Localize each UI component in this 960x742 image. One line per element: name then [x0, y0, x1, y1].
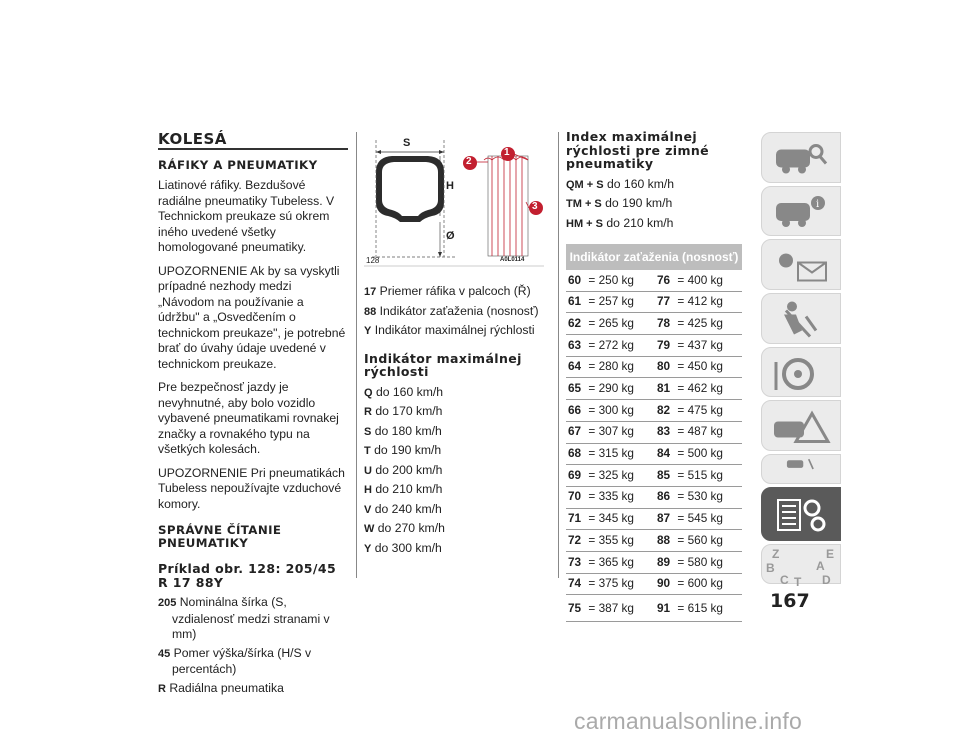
car-magnifier-icon [766, 135, 834, 185]
table-cell: 63 = 272 kg [568, 337, 634, 352]
table-cell: 77 = 412 kg [657, 294, 723, 309]
figure-code: A0L0114 [500, 257, 525, 263]
list-item: 45 Pomer výška/šírka (H/S v percentách) [158, 645, 312, 676]
figure-label-h: H [446, 180, 454, 192]
table-cell: 64 = 280 kg [568, 359, 634, 374]
speed-row: U do 200 km/h [364, 462, 443, 477]
section-title-speed: Indikátor maximálnej rýchlosti [364, 350, 522, 379]
paragraph-warning-documents: UPOZORNENIE Ak by sa vyskytli prípadné nezhody medzi „Návodom na používanie a údržbu" a „Osvedčením o technickom preukaze", je potrebné brať do úvahy údaje uvedené v technickom preukaze. [158, 263, 346, 371]
index-letter: T [794, 575, 802, 589]
winter-row: HM + S do 210 km/h [566, 215, 674, 230]
table-cell: 62 = 265 kg [568, 315, 634, 330]
table-cell: 81 = 462 kg [657, 381, 723, 396]
table-cell: 78 = 425 kg [657, 315, 723, 330]
table-cell: 74 = 375 kg [568, 576, 634, 591]
title-rule [158, 148, 348, 150]
table-bottom-rule [566, 621, 742, 622]
table-cell: 84 = 500 kg [657, 446, 723, 461]
table-cell: 60 = 250 kg [568, 272, 634, 287]
table-cell: 91 = 615 kg [657, 600, 723, 615]
table-row [566, 313, 742, 335]
table-cell: 87 = 545 kg [657, 511, 723, 526]
watermark: carmanualsonline.info [574, 708, 802, 734]
index-letter: A [816, 559, 825, 573]
table-cell: 61 = 257 kg [568, 294, 634, 309]
table-cell: 75 = 387 kg [568, 600, 634, 615]
column-divider-2 [558, 132, 559, 578]
table-row [566, 422, 742, 444]
figure-label-s: S [403, 137, 411, 149]
table-cell: 72 = 355 kg [568, 532, 634, 547]
section-tab-7[interactable] [761, 454, 841, 484]
paragraph-rims: Liatinové ráfiky. Bezdušové radiálne pneumatiky Tubeless. V Technickom preukaze sú okrem iného uvedené všetky homologované pneumatiky. [158, 178, 335, 254]
winter-row: QM + S do 160 km/h [566, 176, 675, 191]
table-row [566, 574, 742, 596]
list-item: R Radiálna pneumatika [158, 680, 284, 695]
load-table [566, 270, 742, 622]
list-item: 205 Nominálna šírka (S, vzdialenosť medzi stranami v mm) [158, 595, 330, 641]
callout-1: 1 [504, 147, 510, 158]
index-letter: Z [772, 547, 780, 561]
table-cell: 65 = 290 kg [568, 381, 634, 396]
table-row [566, 552, 742, 574]
table-cell: 85 = 515 kg [657, 467, 723, 482]
table-row [566, 465, 742, 487]
section-tab-6[interactable] [761, 400, 841, 451]
table-cell: 83 = 487 kg [657, 424, 723, 439]
svg-text:i: i [816, 199, 820, 210]
list-item: Y Indikátor maximálnej rýchlosti [364, 323, 535, 337]
table-cell: 66 = 300 kg [568, 402, 634, 417]
table-cell: 73 = 365 kg [568, 554, 634, 569]
page-title: KOLESÁ [158, 130, 227, 148]
table-cell: 80 = 450 kg [657, 359, 723, 374]
table-row [566, 292, 742, 314]
table-cell: 70 = 335 kg [568, 489, 634, 504]
callout-2: 2 [466, 156, 472, 167]
table-row [566, 400, 742, 422]
paragraph-warning-tubeless: UPOZORNENIE Pri pneumatikách Tubeless nepoužívajte vzduchové komory. [158, 465, 345, 511]
section-tab-2[interactable] [761, 186, 841, 236]
section-tab-9[interactable] [761, 544, 841, 589]
column-divider-1 [356, 132, 357, 578]
figure-label-diameter: Ø [446, 230, 455, 242]
table-cell: 68 = 315 kg [568, 446, 634, 461]
column-3 [566, 130, 742, 622]
seated-person-seatbelt-icon [766, 296, 834, 346]
table-row [566, 509, 742, 531]
speed-row: S do 180 km/h [364, 423, 442, 438]
steering-wheel-icon [766, 350, 834, 399]
speed-row: Y do 300 km/h [364, 540, 442, 555]
figure-number: 128 [366, 256, 380, 265]
speed-row: V do 240 km/h [364, 501, 442, 516]
table-row [566, 595, 742, 621]
table-cell: 67 = 307 kg [568, 424, 634, 439]
table-cell: 89 = 580 kg [657, 554, 723, 569]
column-1 [158, 130, 348, 700]
table-cell: 79 = 437 kg [657, 337, 723, 352]
load-table-header: Indikátor zaťaženia (nosnosť) [566, 244, 742, 270]
table-cell: 88 = 560 kg [657, 532, 723, 547]
table-cell: 71 = 345 kg [568, 511, 634, 526]
index-letter: B [766, 561, 775, 575]
table-row [566, 357, 742, 379]
list-gears-icon [766, 490, 834, 543]
table-row [566, 530, 742, 552]
section-tab-3[interactable] [761, 239, 841, 290]
section-title-winter: Index maximálnej rýchlosti pre zimné pneumatiky [566, 129, 710, 171]
table-cell: 69 = 325 kg [568, 467, 634, 482]
table-row [566, 270, 742, 292]
page-number: 167 [770, 590, 810, 612]
section-tab-5[interactable] [761, 347, 841, 397]
speed-row: H do 210 km/h [364, 482, 443, 496]
table-row [566, 378, 742, 400]
section-title-rims: RÁFIKY A PNEUMATIKY [158, 158, 318, 172]
index-letter: C [780, 573, 789, 587]
section-title-example: Príklad obr. 128: 205/45 R 17 88Y [158, 561, 337, 590]
table-cell: 90 = 600 kg [657, 576, 723, 591]
index-letter: E [826, 547, 835, 561]
speed-row: R do 170 km/h [364, 404, 443, 418]
speed-row: Q do 160 km/h [364, 384, 444, 399]
warning-light-envelope-icon [766, 242, 834, 292]
section-tab-4[interactable] [761, 293, 841, 344]
list-item: 17 Priemer ráfika v palcoch (Ř) [364, 284, 531, 298]
section-tab-8[interactable] [761, 487, 841, 541]
table-cell: 76 = 400 kg [657, 272, 723, 287]
speed-row: W do 270 km/h [364, 521, 445, 535]
speed-row: T do 190 km/h [364, 443, 442, 457]
index-letter: D [822, 573, 831, 587]
tire-diagram [364, 132, 544, 272]
section-tab-1[interactable] [761, 132, 841, 183]
callout-3: 3 [532, 201, 538, 212]
car-warning-triangle-icon [766, 403, 834, 453]
paragraph-safety: Pre bezpečnosť jazdy je nevyhnutné, aby bolo vozidlo vybavené pneumatikami rovnakej značky a rovnakého typu na všetkých kolesách. [158, 380, 339, 456]
winter-row: TM + S do 190 km/h [566, 196, 673, 210]
column-2 [364, 284, 544, 560]
tire-figure [364, 132, 544, 272]
table-cell: 82 = 475 kg [657, 402, 723, 417]
table-row [566, 487, 742, 509]
list-item: 88 Indikátor zaťaženia (nosnosť) [364, 303, 539, 318]
table-row [566, 335, 742, 357]
section-title-reading: SPRÁVNE ČÍTANIE PNEUMATIKY [158, 523, 282, 550]
table-cell: 86 = 530 kg [657, 489, 723, 504]
car-info-icon [766, 189, 834, 238]
car-wrench-icon [766, 457, 834, 486]
table-row [566, 444, 742, 466]
